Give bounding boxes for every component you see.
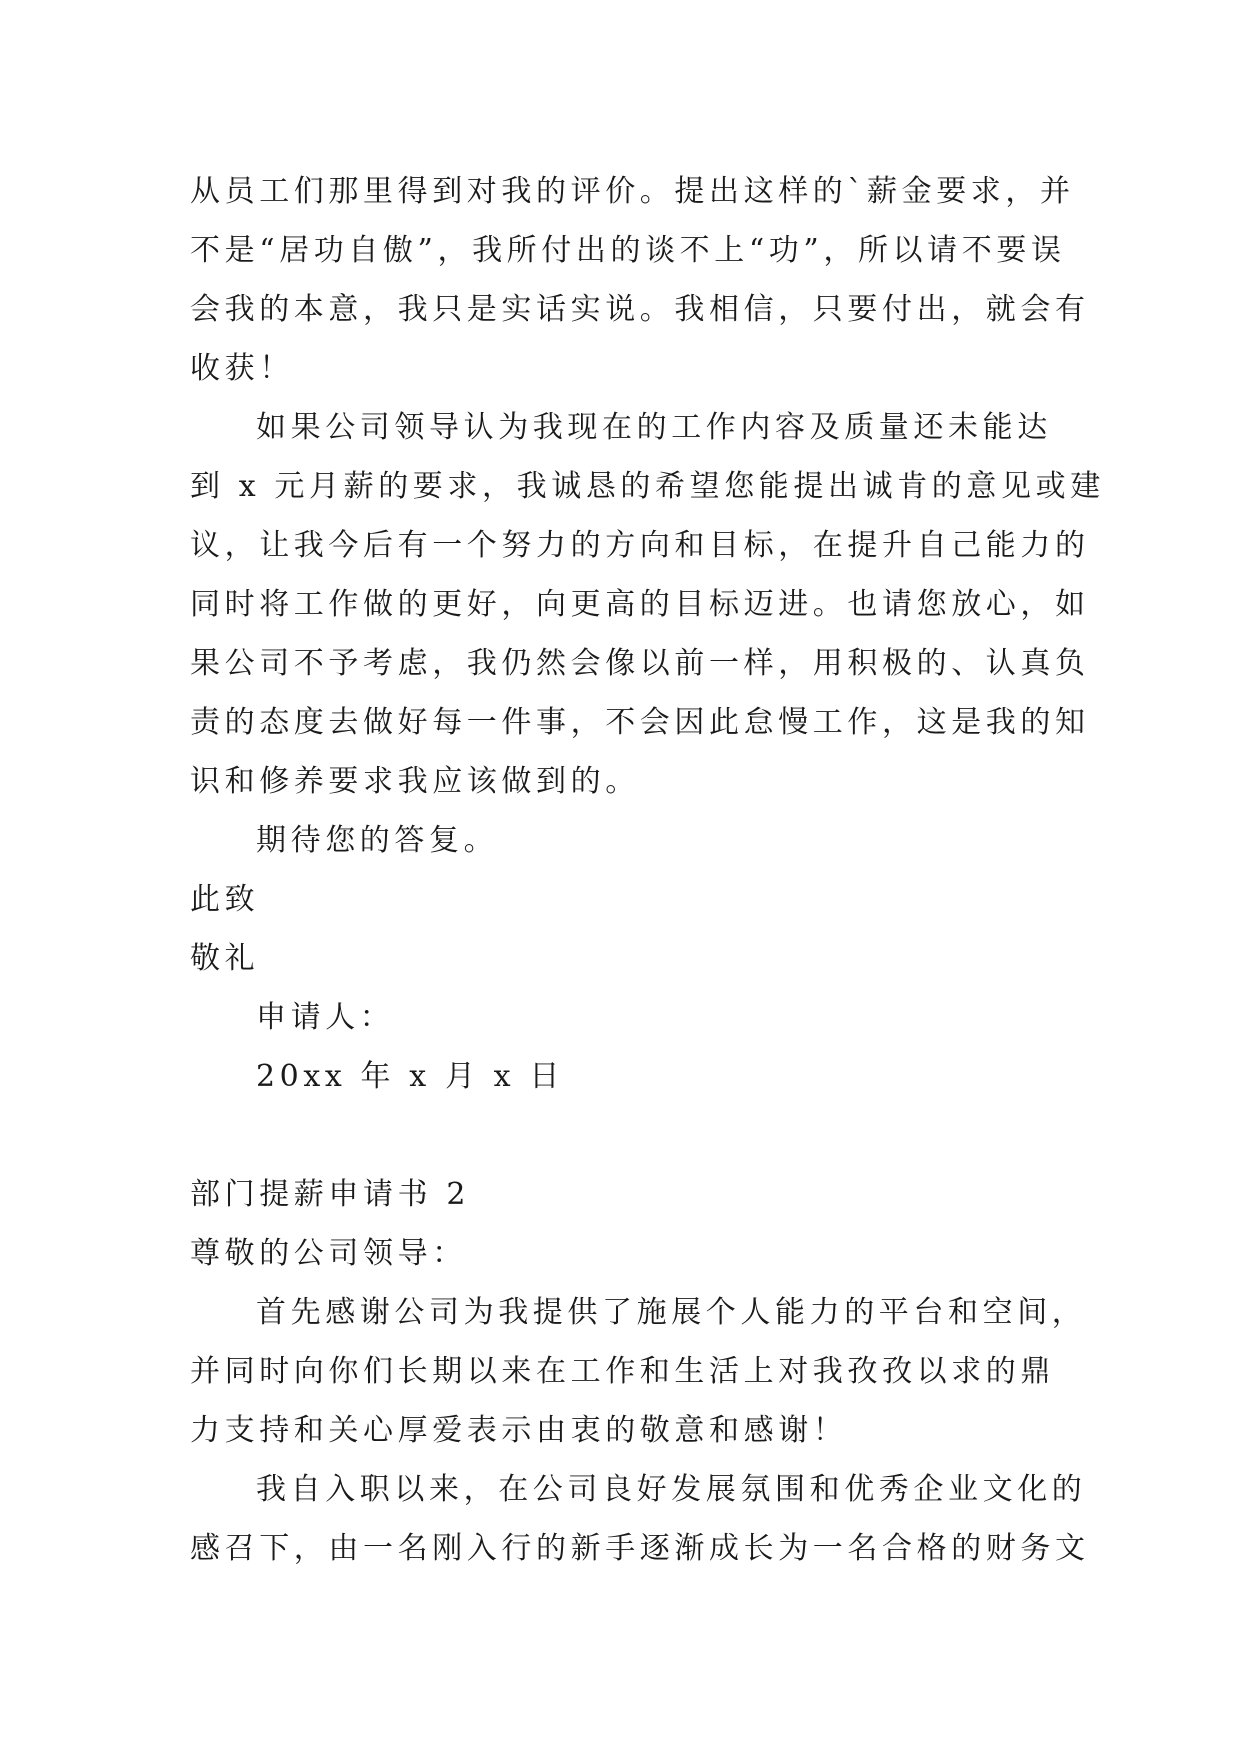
paragraph-since-joining <box>190 1460 1090 1578</box>
text-line: 议，让我今后有一个努力的方向和目标，在提升自己能力的 <box>190 528 1090 563</box>
paragraph-thanks <box>190 1283 1087 1460</box>
text-line: 我自入职以来，在公司良好发展氛围和优秀企业文化的 <box>256 1472 1087 1507</box>
closing-line-2: 敬礼 <box>190 941 260 976</box>
text-line: 不是“居功自傲”，我所付出的谈不上“功”，所以请不要误 <box>190 233 1066 268</box>
paragraph-salary-request-end <box>190 162 1090 398</box>
text-line: 收获！ <box>190 351 294 386</box>
text-line: 首先感谢公司为我提供了施展个人能力的平台和空间， <box>256 1295 1087 1330</box>
document-body <box>190 162 1105 1578</box>
text-line: 如果公司领导认为我现在的工作内容及质量还未能达 <box>256 410 1052 445</box>
text-line: 会我的本意，我只是实话实说。我相信，只要付出，就会有 <box>190 292 1090 327</box>
section-title: 部门提薪申请书 2 <box>190 1177 471 1212</box>
text-line: 果公司不予考虑，我仍然会像以前一样，用积极的、认真负 <box>190 646 1090 681</box>
applicant-label: 申请人： <box>256 1000 395 1035</box>
text-line: 力支持和关心厚爱表示由衷的敬意和感谢！ <box>190 1413 848 1448</box>
text-line: 并同时向你们长期以来在工作和生活上对我孜孜以求的鼎 <box>190 1354 1055 1389</box>
text-line: 感召下，由一名刚入行的新手逐渐成长为一名合格的财务文 <box>190 1531 1090 1566</box>
section-spacer <box>190 1106 1060 1165</box>
text-line: 识和修养要求我应该做到的。 <box>190 764 640 799</box>
paragraph-if-not-approved <box>190 398 1105 811</box>
closing-line-1: 此致 <box>190 882 260 917</box>
text-line: 到 x 元月薪的要求，我诚恳的希望您能提出诚肯的意见或建 <box>190 469 1105 504</box>
await-reply-line: 期待您的答复。 <box>256 823 499 858</box>
text-line: 责的态度去做好每一件事，不会因此怠慢工作，这是我的知 <box>190 705 1090 740</box>
text-line: 从员工们那里得到对我的评价。提出这样的`薪金要求，并 <box>190 174 1075 209</box>
date-line: 20xx 年 x 月 x 日 <box>256 1059 564 1094</box>
salutation: 尊敬的公司领导： <box>190 1236 467 1271</box>
text-line: 同时将工作做的更好，向更高的目标迈进。也请您放心，如 <box>190 587 1090 622</box>
